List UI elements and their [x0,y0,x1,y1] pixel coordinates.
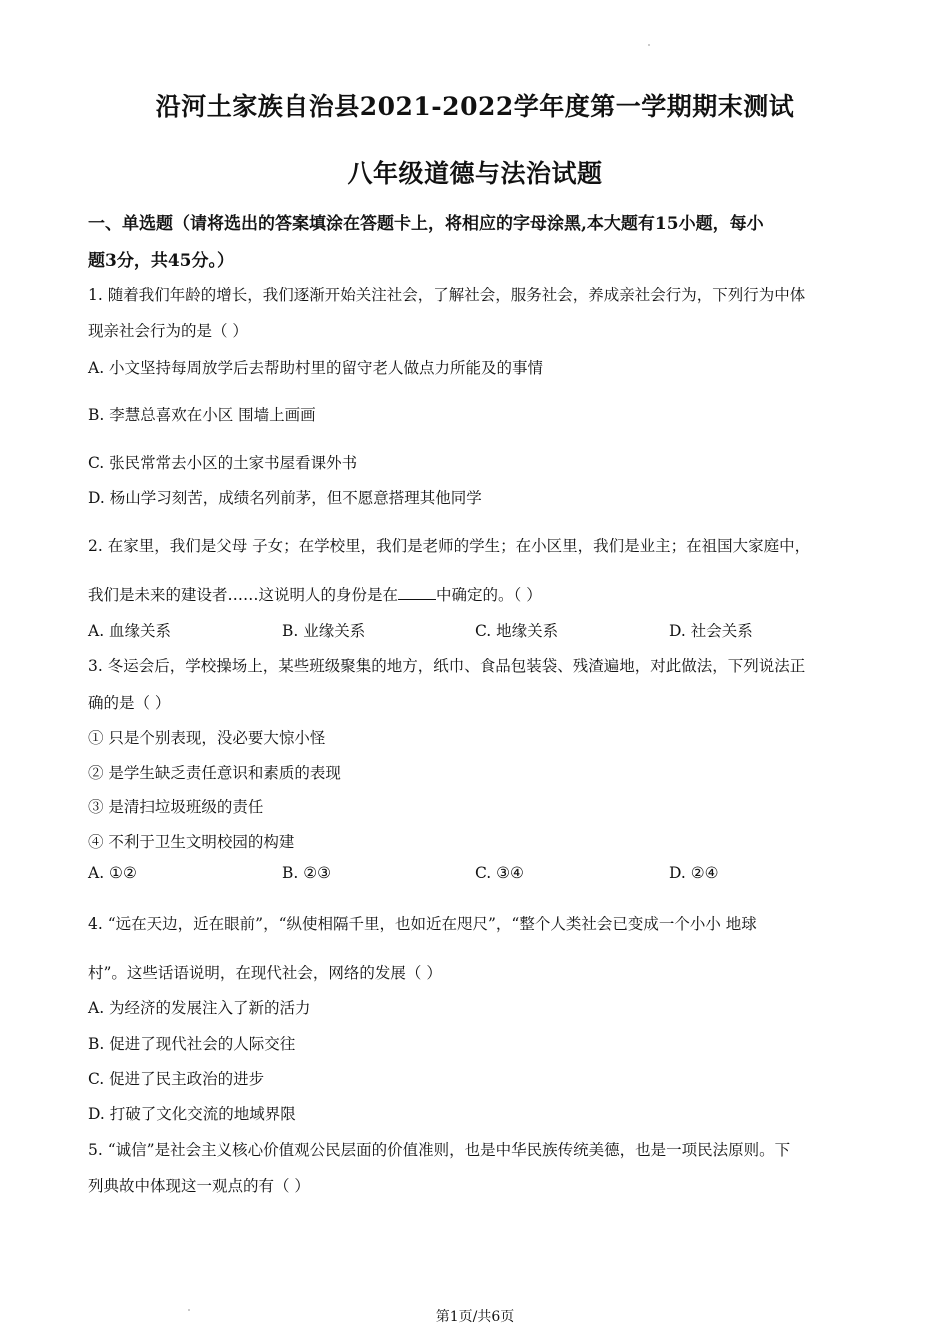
question-4-option-d: D. 打破了文化交流的地域界限 [88,1105,296,1123]
question-2-stem-line2 [88,583,542,605]
question-5-stem-line1: 5. “诚信”是社会主义核心价值观公民层面的价值准则，也是中华民族传统美德，也是一项民法原则。下 [88,1141,791,1159]
question-2-stem-line1: 2. 在家里，我们是父母 子女；在学校里，我们是老师的学生；在小区里，我们是业主；在祖国大家庭中， [88,537,811,555]
question-3-stem-line1: 3. 冬运会后，学校操场上，某些班级聚集的地方，纸巾、食品包装袋、残渣遍地，对此做法，下列说法正 [88,657,806,675]
question-3-option-b: B. ②③ [282,864,332,882]
exam-title-line1: 沿河土家族自治县2021-2022学年度第一学期期末测试 [155,92,795,121]
question-2-stem-part2: 中确定的。（ ） [436,586,542,604]
question-1-option-c: C. 张民常常去小区的土家书屋看课外书 [88,454,358,472]
question-2-stem-part1: 我们是未来的建设者……这说明人的身份是在 [88,586,399,604]
question-1-option-d: D. 杨山学习刻苦，成绩名列前茅，但不愿意搭理其他同学 [88,489,482,507]
question-1-option-b: B. 李慧总喜欢在小区 围墙上画画 [88,406,316,424]
question-2-option-a: A. 血缘关系 [88,622,172,640]
question-3-statement-1: ① 只是个别表现，没必要大惊小怪 [88,729,326,747]
question-3-stem-line2: 确的是（ ） [88,694,171,712]
question-4-option-b: B. 促进了现代社会的人际交往 [88,1035,296,1053]
question-4-option-c: C. 促进了民主政治的进步 [88,1070,265,1088]
question-1-option-a: A. 小文坚持每周放学后去帮助村里的留守老人做点力所能及的事情 [88,359,544,377]
question-4-stem-line2: 村”。这些话语说明，在现代社会，网络的发展（ ） [88,964,442,982]
question-1-stem-line2: 现亲社会行为的是（ ） [88,322,248,340]
section-heading-line1: 一、单选题（请将选出的答案填涂在答题卡上，将相应的字母涂黑,本大题有15小题，每小 [88,214,764,234]
question-2-option-b: B. 业缘关系 [282,622,366,640]
scan-dot-top [648,44,650,46]
question-5-stem-line2: 列典故中体现这一观点的有（ ） [88,1177,310,1195]
question-3-statement-3: ③ 是清扫垃圾班级的责任 [88,798,264,816]
question-3-statement-4: ④ 不利于卫生文明校园的构建 [88,833,295,851]
page-number: 第1页/共6页 [435,1309,515,1325]
fill-in-blank [398,585,436,600]
question-2-option-d: D. 社会关系 [669,622,753,640]
question-4-option-a: A. 为经济的发展注入了新的活力 [88,999,311,1017]
question-3-option-c: C. ③④ [475,864,524,882]
question-3-statement-2: ② 是学生缺乏责任意识和素质的表现 [88,764,341,782]
question-1-stem-line1: 1. 随着我们年龄的增长，我们逐渐开始关注社会，了解社会，服务社会，养成亲社会行为，下列行为中体 [88,286,806,304]
question-3-option-a: A. ①② [88,864,137,882]
section-heading-line2: 题3分，共45分。） [88,251,234,271]
exam-title-line2: 八年级道德与法治试题 [347,159,603,188]
question-4-stem-line1: 4. “远在天边，近在眼前”，“纵使相隔千里，也如近在咫尺”，“整个人类社会已变成一个小小 地球 [88,915,757,933]
question-3-option-d: D. ②④ [669,864,719,882]
question-2-option-c: C. 地缘关系 [475,622,559,640]
